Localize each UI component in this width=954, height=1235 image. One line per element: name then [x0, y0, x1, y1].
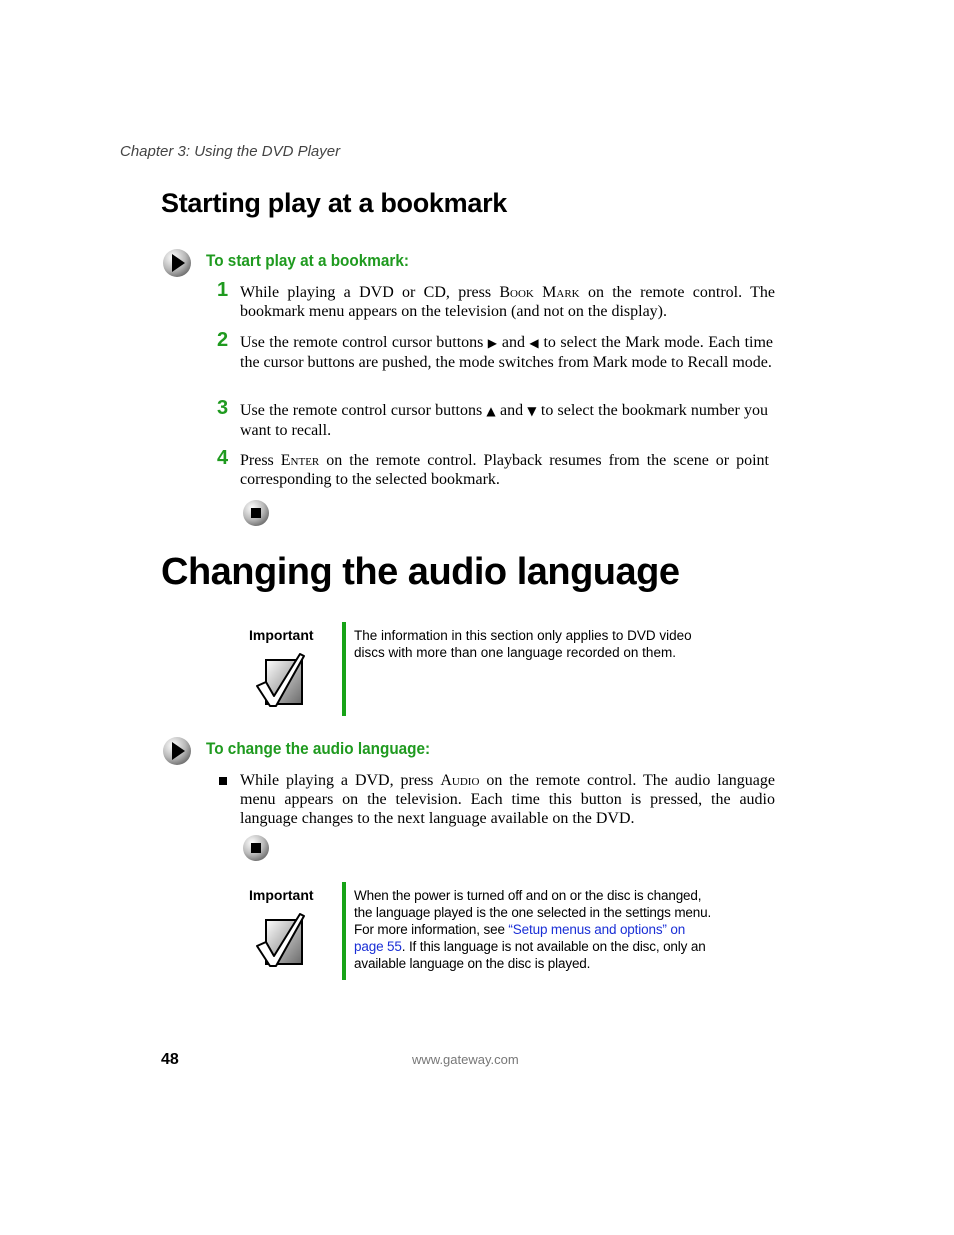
step-text: [240, 451, 769, 489]
footer-url[interactable]: www.gateway.com: [412, 1052, 519, 1067]
step-text-part: Use the remote control cursor buttons: [240, 402, 487, 419]
step-text-part: While playing a DVD or CD, press: [240, 284, 500, 301]
key-enter: Enter: [280, 452, 320, 469]
procedure-arrow-icon: [162, 248, 192, 278]
important-checkmark-icon: [254, 912, 306, 968]
step-text-part: and: [495, 402, 528, 419]
step-text-part: Use the remote control cursor buttons: [240, 334, 488, 351]
down-arrow-icon: ▼: [527, 404, 537, 418]
right-arrow-icon: ▶: [487, 336, 498, 350]
important-divider: [342, 622, 346, 716]
step-text-part: on the remote control. The bookmark menu appears on the television (and not on the display).: [240, 284, 775, 320]
step-number: 1: [217, 279, 229, 301]
bullet-text-part: on the remote control. The audio language menu appears on the television. Each time this button is pressed, the audio language changes to the next language available on the DVD.: [240, 772, 776, 827]
procedure-title-bookmark: To start play at a bookmark:: [206, 251, 409, 270]
setup-menus-link[interactable]: “Setup menus and options” on page 55: [354, 922, 686, 954]
step-number: 4: [217, 447, 229, 469]
important-text: The information in this section only applies to DVD video discs with more than one language recorded on them.: [354, 628, 692, 660]
procedure-end-icon: [242, 499, 270, 527]
step-text-part: Press: [240, 452, 281, 469]
step-number: 2: [217, 329, 229, 351]
procedure-title-audio-language: To change the audio language:: [206, 739, 431, 758]
important-label: Important: [249, 887, 314, 903]
important-text-part: . If this language is not available on the disc, only an available language on the disc is played.: [354, 939, 706, 971]
bullet-text-part: While playing a DVD, press: [240, 772, 441, 789]
step-text: [240, 401, 768, 440]
important-label: Important: [249, 627, 314, 643]
bullet-square: [219, 777, 227, 785]
step-text-part: to select the bookmark number you want to recall.: [240, 402, 768, 439]
chapter-header: Chapter 3: Using the DVD Player: [120, 143, 341, 160]
step-text-part: and: [497, 334, 530, 351]
step-text-part: to select the Mark mode. Each time the cursor buttons are pushed, the mode switches from Mark mode to Recall mode.: [240, 334, 774, 371]
page-number: 48: [161, 1051, 179, 1068]
step-text: [240, 283, 775, 321]
key-audio: Audio: [440, 772, 480, 789]
important-checkmark-icon: [254, 652, 306, 708]
left-arrow-icon: ◀: [529, 336, 540, 350]
step-number: 3: [217, 397, 229, 419]
procedure-arrow-icon: [162, 736, 192, 766]
step-text: [240, 333, 773, 372]
key-book-mark: Book Mark: [499, 284, 580, 301]
section-title-audio-language: Changing the audio language: [161, 551, 680, 593]
step-text-part: on the remote control. Playback resumes from the scene or point corresponding to the selected bookmark.: [240, 452, 770, 488]
important-divider: [342, 882, 346, 980]
important-text: [354, 887, 716, 972]
bullet-text: [240, 771, 775, 828]
up-arrow-icon: ▲: [486, 404, 496, 418]
procedure-end-icon: [242, 834, 270, 862]
section-title-bookmark: Starting play at a bookmark: [161, 188, 507, 218]
important-text-part: When the power is turned off and on or the disc is changed, the language played is the one selected in the settings menu. For more information, see: [354, 888, 712, 937]
